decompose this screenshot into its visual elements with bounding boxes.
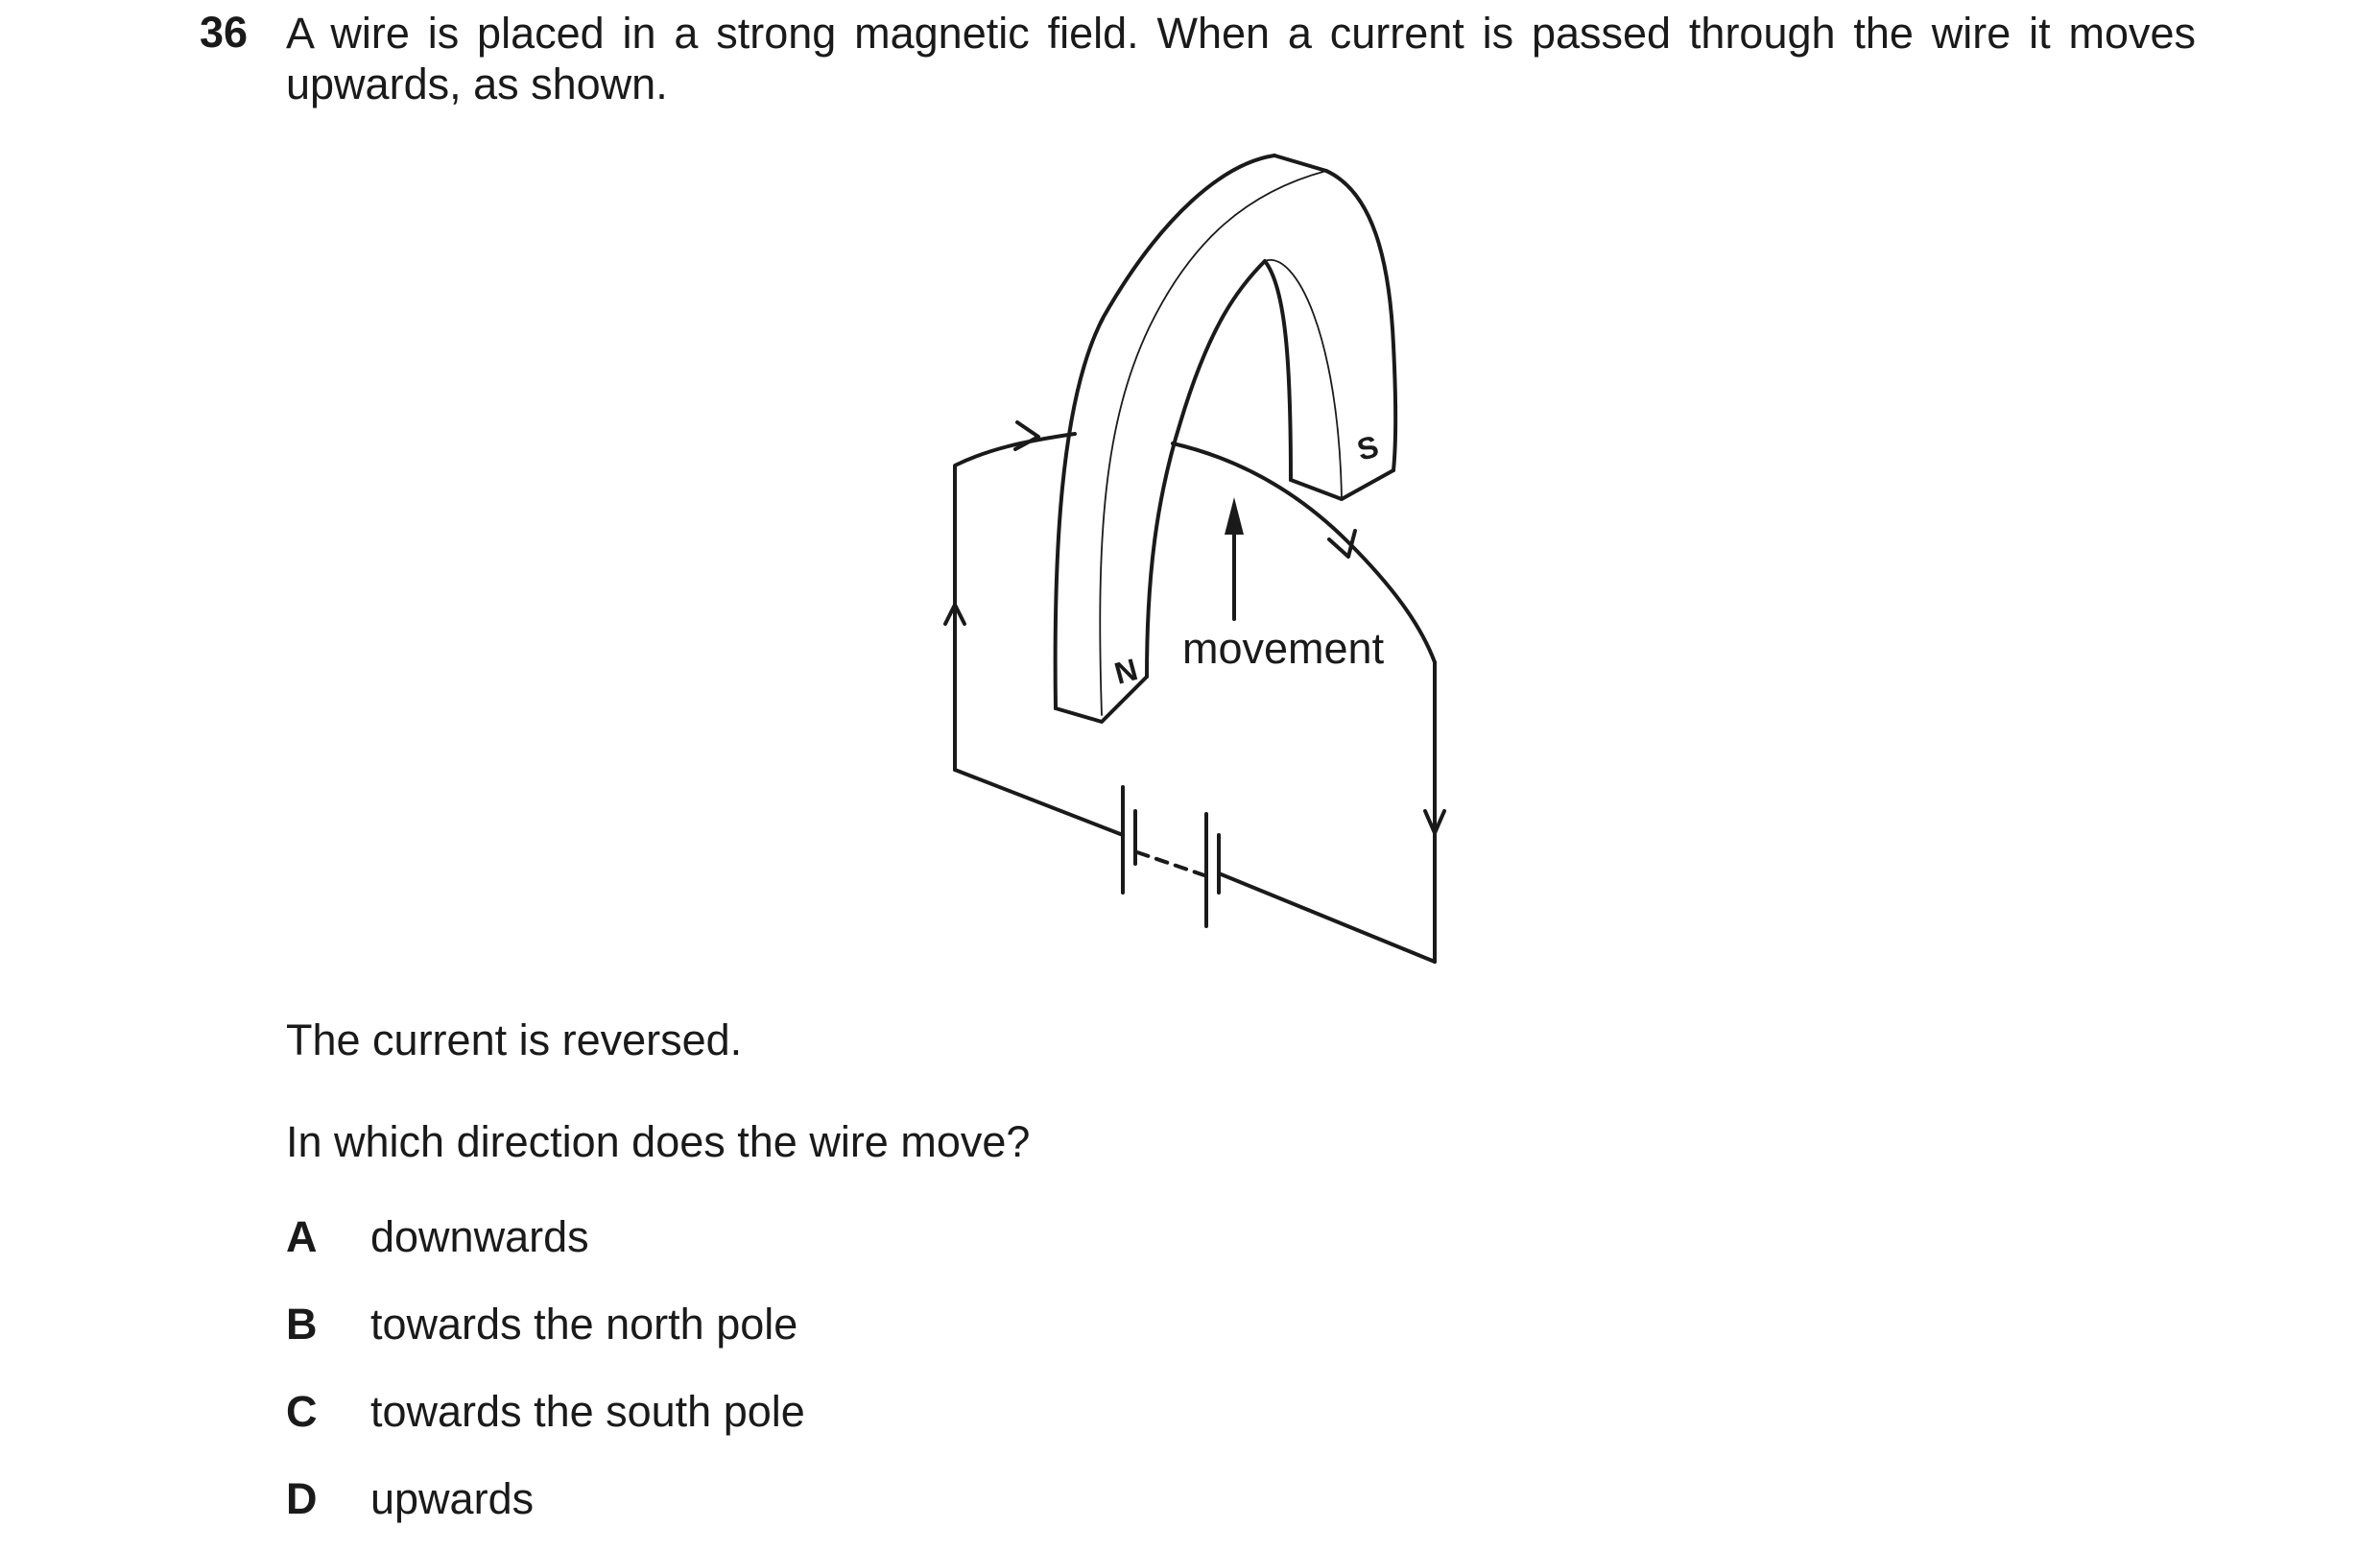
option-a-letter: A xyxy=(286,1212,318,1261)
magnet-top-front-edge xyxy=(1274,155,1326,171)
option-d-letter: D xyxy=(286,1474,318,1523)
south-pole-label: S xyxy=(1353,428,1383,467)
movement-label: movement xyxy=(1182,624,1385,673)
question-stem-line-2: upwards, as shown. xyxy=(286,60,668,108)
north-pole-label: N xyxy=(1110,652,1142,691)
statement-text: The current is reversed. xyxy=(286,1015,743,1064)
magnet-right-inner xyxy=(1265,261,1291,480)
option-b-letter: B xyxy=(286,1300,318,1349)
question-stem-line-1: A wire is placed in a strong magnetic field. When a current is passed through the wire it moves xyxy=(286,9,2196,58)
option-b-text: towards the north pole xyxy=(370,1300,798,1349)
prompt-text: In which direction does the wire move? xyxy=(286,1117,1031,1166)
question-number: 36 xyxy=(200,8,249,57)
option-d-text: upwards xyxy=(370,1474,535,1523)
magnet-right-thin xyxy=(1265,260,1342,499)
current-arrow-top-right xyxy=(1015,422,1038,449)
wire-bottom-left xyxy=(955,770,1123,835)
option-a-text: downwards xyxy=(370,1212,589,1261)
battery-dashed-link xyxy=(1137,852,1204,875)
wire-bottom-right xyxy=(1219,873,1435,962)
option-c-letter: C xyxy=(286,1387,318,1436)
option-c-text: towards the south pole xyxy=(370,1387,805,1436)
movement-arrow-head xyxy=(1225,497,1244,535)
